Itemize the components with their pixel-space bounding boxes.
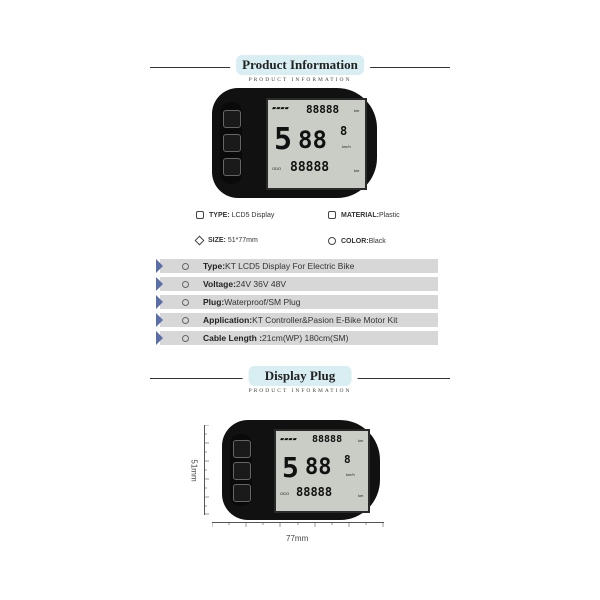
spec-size-value: 51*77mm	[225, 237, 258, 244]
spec-type	[196, 211, 274, 219]
height-ruler-ticks	[204, 425, 212, 515]
palette-icon	[328, 237, 336, 245]
lcd-mid-small: 8	[340, 124, 348, 138]
lcd-top-digits: 88888	[312, 434, 343, 445]
spec-color-value: Black	[368, 237, 386, 245]
lcd-bottom-unit: km	[354, 168, 360, 173]
title-wrap	[230, 55, 370, 83]
spec-bar-type	[160, 259, 438, 273]
section-header-display-plug	[150, 366, 450, 406]
spec-size-key: SIZE:	[208, 237, 226, 244]
lcd-display-image-2	[222, 420, 380, 520]
spec-size-text	[208, 237, 258, 244]
bar-key: Cable Length :	[203, 333, 263, 343]
lcd-bottom-digits: 88888	[296, 485, 333, 499]
title-wrap	[243, 366, 358, 394]
square-icon	[328, 211, 336, 219]
spec-bar-voltage	[160, 277, 438, 291]
arrow-icon	[156, 277, 163, 291]
spec-material	[328, 211, 400, 219]
arrow-icon	[156, 295, 163, 309]
circle-icon	[182, 281, 189, 288]
lcd-button-down	[233, 484, 251, 502]
lcd-button-power	[223, 134, 241, 152]
lcd-bottom-label: ODO	[280, 491, 290, 496]
square-icon	[196, 211, 204, 219]
battery-indicator: ▰▰▰▰	[280, 435, 297, 443]
section-subtitle: PRODUCT INFORMATION	[248, 77, 352, 83]
spec-type-value: LCD5 Display	[229, 211, 275, 219]
spec-color	[328, 237, 386, 245]
circle-icon	[182, 299, 189, 306]
lcd-screen	[266, 98, 367, 190]
bar-key: Application:	[203, 315, 253, 325]
lcd-mid-digits: 88	[305, 455, 332, 480]
circle-icon	[182, 335, 189, 342]
spec-type-key: TYPE:	[209, 211, 230, 219]
bar-value: 24V 36V 48V	[235, 279, 287, 289]
lcd-top-digits: 88888	[306, 103, 340, 116]
lcd-bottom-digits: 88888	[290, 160, 330, 175]
lcd-button-power	[233, 462, 251, 480]
spec-bar-cable-length	[160, 331, 438, 345]
lcd-buttons	[220, 102, 242, 184]
section-title: Display Plug	[249, 366, 352, 386]
width-ruler-ticks	[212, 522, 384, 530]
section-title: Product Information	[236, 55, 364, 75]
lcd-display-image	[212, 88, 377, 198]
lcd-mid-big: 5	[274, 122, 293, 157]
bar-key: Plug:	[203, 297, 225, 307]
arrow-icon	[156, 331, 163, 345]
lcd-mid-small: 8	[344, 453, 351, 466]
arrow-icon	[156, 259, 163, 273]
lcd-bottom-unit: km	[358, 493, 364, 498]
lcd-button-up	[233, 440, 251, 458]
lcd-bottom-label: ODO	[272, 166, 282, 171]
lcd-mid-unit: km/h	[346, 472, 355, 477]
height-ruler	[204, 425, 211, 515]
lcd-screen	[274, 429, 370, 513]
spec-material-text	[341, 212, 400, 219]
bar-key: Voltage:	[203, 279, 236, 289]
spec-color-key: COLOR:	[341, 237, 369, 245]
bar-value: Waterproof/SM Plug	[224, 297, 301, 307]
lcd-button-up	[223, 110, 241, 128]
battery-indicator: ▰▰▰▰	[272, 104, 289, 112]
circle-icon	[182, 263, 189, 270]
bar-value: 21cm(WP) 180cm(SM)	[262, 333, 349, 343]
spec-type-text	[209, 212, 274, 219]
section-subtitle: PRODUCT INFORMATION	[248, 388, 352, 394]
height-label: 51mm	[189, 459, 199, 482]
lcd-top-unit: km	[354, 108, 360, 113]
spec-bar-plug	[160, 295, 438, 309]
circle-icon	[182, 317, 189, 324]
spec-material-value: Plastic	[378, 211, 400, 219]
lcd-mid-unit: km/h	[342, 144, 351, 149]
bar-value: KT Controller&Pasion E-Bike Motor Kit	[252, 315, 398, 325]
spec-material-key: MATERIAL:	[341, 211, 379, 219]
lcd-top-unit: km	[358, 438, 364, 443]
lcd-button-down	[223, 158, 241, 176]
lcd-mid-big: 5	[282, 451, 299, 484]
width-ruler	[212, 522, 384, 529]
spec-size	[196, 237, 258, 244]
bar-key: Type:	[203, 261, 226, 271]
spec-color-text	[341, 238, 386, 245]
arrow-icon	[156, 313, 163, 327]
lcd-mid-digits: 88	[298, 126, 327, 154]
ruler-icon	[195, 236, 205, 246]
width-label: 77mm	[286, 534, 309, 543]
spec-bar-application	[160, 313, 438, 327]
lcd-buttons	[230, 434, 252, 506]
bar-value: KT LCD5 Display For Electric Bike	[225, 261, 355, 271]
